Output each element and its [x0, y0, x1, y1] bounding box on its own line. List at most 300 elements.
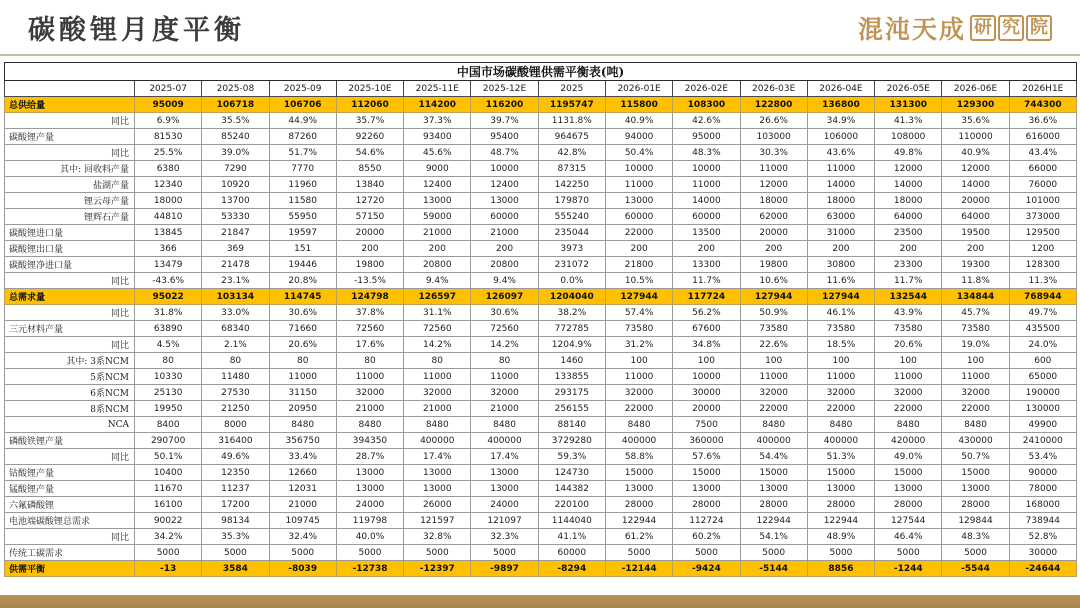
value-cell: 293175 [538, 385, 605, 401]
value-cell: 13000 [404, 481, 471, 497]
value-cell: 5000 [336, 545, 403, 561]
value-cell: 8000 [202, 417, 269, 433]
value-cell: 8400 [135, 417, 202, 433]
table-container [4, 62, 1076, 577]
value-cell: 200 [471, 241, 538, 257]
table-row [5, 145, 1077, 161]
value-cell: 9.4% [471, 273, 538, 289]
value-cell: 22000 [875, 401, 942, 417]
value-cell: 11480 [202, 369, 269, 385]
value-cell: 40.9% [605, 113, 672, 129]
value-cell: 31.8% [135, 305, 202, 321]
value-cell: 76000 [1009, 177, 1076, 193]
logo-seal-char: 研 [970, 15, 996, 41]
value-cell: 179870 [538, 193, 605, 209]
value-cell: 39.0% [202, 145, 269, 161]
value-cell: 122944 [807, 513, 874, 529]
value-cell: 130000 [1009, 401, 1076, 417]
value-cell: 200 [336, 241, 403, 257]
value-cell: 49.7% [1009, 305, 1076, 321]
table-row [5, 353, 1077, 369]
value-cell: 39.7% [471, 113, 538, 129]
row-label: 其中: 3系NCM [5, 353, 135, 369]
value-cell: 34.2% [135, 529, 202, 545]
value-cell: 59000 [404, 209, 471, 225]
value-cell: 101000 [1009, 193, 1076, 209]
value-cell: 11.7% [673, 273, 740, 289]
value-cell: 30000 [673, 385, 740, 401]
value-cell: -13.5% [336, 273, 403, 289]
value-cell: 11.6% [807, 273, 874, 289]
logo-institute-text [970, 15, 1052, 41]
value-cell: 1204040 [538, 289, 605, 305]
value-cell: 72560 [404, 321, 471, 337]
value-cell: 78000 [1009, 481, 1076, 497]
value-cell: 131300 [875, 97, 942, 113]
row-label: 同比 [5, 273, 135, 289]
value-cell: 60000 [673, 209, 740, 225]
value-cell: 30.3% [740, 145, 807, 161]
value-cell: 110000 [942, 129, 1009, 145]
value-cell: 90022 [135, 513, 202, 529]
value-cell: 132544 [875, 289, 942, 305]
value-cell: 200 [605, 241, 672, 257]
value-cell: 9.4% [404, 273, 471, 289]
row-label: 总需求量 [5, 289, 135, 305]
value-cell: 121597 [404, 513, 471, 529]
value-cell: -12738 [336, 561, 403, 577]
value-cell: 11000 [673, 177, 740, 193]
value-cell: 5000 [673, 545, 740, 561]
value-cell: 32000 [605, 385, 672, 401]
value-cell: 0.0% [538, 273, 605, 289]
value-cell: 88140 [538, 417, 605, 433]
value-cell: 11.7% [875, 273, 942, 289]
value-cell: 134844 [942, 289, 1009, 305]
value-cell: 122800 [740, 97, 807, 113]
value-cell: 30.6% [471, 305, 538, 321]
value-cell: 11000 [471, 369, 538, 385]
value-cell: 32000 [875, 385, 942, 401]
value-cell: 12000 [942, 161, 1009, 177]
value-cell: -8039 [269, 561, 336, 577]
table-row [5, 225, 1077, 241]
value-cell: 11000 [740, 369, 807, 385]
value-cell: 80 [471, 353, 538, 369]
value-cell: 190000 [1009, 385, 1076, 401]
value-cell: 94000 [605, 129, 672, 145]
value-cell: 18.5% [807, 337, 874, 353]
value-cell: 11000 [942, 369, 1009, 385]
value-cell: 23.1% [202, 273, 269, 289]
value-cell: 8480 [269, 417, 336, 433]
column-header: 2025 [538, 81, 605, 97]
value-cell: 8480 [807, 417, 874, 433]
value-cell: 18000 [875, 193, 942, 209]
value-cell: 5000 [471, 545, 538, 561]
value-cell: 13000 [404, 193, 471, 209]
table-row [5, 177, 1077, 193]
value-cell: 21250 [202, 401, 269, 417]
column-header: 2025-11E [404, 81, 471, 97]
value-cell: 72560 [336, 321, 403, 337]
value-cell: 22000 [605, 225, 672, 241]
value-cell: 13000 [605, 193, 672, 209]
value-cell: 13000 [336, 481, 403, 497]
table-row [5, 561, 1077, 577]
value-cell: 100 [807, 353, 874, 369]
value-cell: -8294 [538, 561, 605, 577]
table-row [5, 337, 1077, 353]
value-cell: 369 [202, 241, 269, 257]
value-cell: 17.4% [471, 449, 538, 465]
value-cell: 23300 [875, 257, 942, 273]
table-row [5, 305, 1077, 321]
value-cell: 400000 [605, 433, 672, 449]
value-cell: 54.1% [740, 529, 807, 545]
value-cell: 25.5% [135, 145, 202, 161]
value-cell: 80 [202, 353, 269, 369]
value-cell: 73580 [942, 321, 1009, 337]
logo-seal-char: 院 [1026, 15, 1052, 41]
value-cell: 20.6% [269, 337, 336, 353]
value-cell: 103134 [202, 289, 269, 305]
value-cell: 127944 [605, 289, 672, 305]
value-cell: 400000 [807, 433, 874, 449]
value-cell: 106000 [807, 129, 874, 145]
value-cell: 46.1% [807, 305, 874, 321]
value-cell: 4.5% [135, 337, 202, 353]
value-cell: 43.4% [1009, 145, 1076, 161]
row-label: 同比 [5, 305, 135, 321]
value-cell: 10000 [471, 161, 538, 177]
value-cell: 106718 [202, 97, 269, 113]
value-cell: 15000 [673, 465, 740, 481]
value-cell: 13300 [673, 257, 740, 273]
value-cell: 92260 [336, 129, 403, 145]
value-cell: 20000 [942, 193, 1009, 209]
table-row [5, 241, 1077, 257]
value-cell: 400000 [404, 433, 471, 449]
row-label: 锂云母产量 [5, 193, 135, 209]
value-cell: 31.2% [605, 337, 672, 353]
row-label: 传统工碳需求 [5, 545, 135, 561]
row-label: 碳酸锂产量 [5, 129, 135, 145]
value-cell: 22000 [605, 401, 672, 417]
value-cell: 151 [269, 241, 336, 257]
value-cell: 13840 [336, 177, 403, 193]
value-cell: 48.9% [807, 529, 874, 545]
value-cell: 19800 [740, 257, 807, 273]
corner-cell [5, 81, 135, 97]
value-cell: 18000 [807, 193, 874, 209]
value-cell: 768944 [1009, 289, 1076, 305]
value-cell: 360000 [673, 433, 740, 449]
value-cell: 11000 [605, 177, 672, 193]
value-cell: 115800 [605, 97, 672, 113]
value-cell: 17.6% [336, 337, 403, 353]
value-cell: 2.1% [202, 337, 269, 353]
value-cell: 35.3% [202, 529, 269, 545]
value-cell: 56.2% [673, 305, 740, 321]
value-cell: 41.3% [875, 113, 942, 129]
row-label: 碳酸锂进口量 [5, 225, 135, 241]
value-cell: 68340 [202, 321, 269, 337]
value-cell: 53330 [202, 209, 269, 225]
row-label: 5系NCM [5, 369, 135, 385]
value-cell: 51.3% [807, 449, 874, 465]
value-cell: -13 [135, 561, 202, 577]
value-cell: 106706 [269, 97, 336, 113]
value-cell: 13000 [471, 465, 538, 481]
column-header: 2025-07 [135, 81, 202, 97]
value-cell: 13000 [404, 465, 471, 481]
value-cell: 54.6% [336, 145, 403, 161]
value-cell: 11.8% [942, 273, 1009, 289]
value-cell: 22000 [740, 401, 807, 417]
value-cell: 28000 [942, 497, 1009, 513]
value-cell: -1244 [875, 561, 942, 577]
value-cell: 12031 [269, 481, 336, 497]
column-header: 2025-09 [269, 81, 336, 97]
value-cell: 200 [673, 241, 740, 257]
value-cell: 200 [875, 241, 942, 257]
value-cell: 600 [1009, 353, 1076, 369]
value-cell: 40.9% [942, 145, 1009, 161]
value-cell: 5000 [605, 545, 672, 561]
value-cell: 3729280 [538, 433, 605, 449]
value-cell: 87315 [538, 161, 605, 177]
value-cell: 435500 [1009, 321, 1076, 337]
value-cell: -5144 [740, 561, 807, 577]
table-row [5, 513, 1077, 529]
value-cell: 36.6% [1009, 113, 1076, 129]
value-cell: 19446 [269, 257, 336, 273]
value-cell: 49.6% [202, 449, 269, 465]
value-cell: 95009 [135, 97, 202, 113]
value-cell: 32000 [740, 385, 807, 401]
value-cell: 40.0% [336, 529, 403, 545]
value-cell: 100 [673, 353, 740, 369]
row-label: 8系NCM [5, 401, 135, 417]
value-cell: 34.9% [807, 113, 874, 129]
value-cell: 373000 [1009, 209, 1076, 225]
value-cell: 13000 [807, 481, 874, 497]
value-cell: 13000 [471, 193, 538, 209]
value-cell: 13000 [336, 465, 403, 481]
value-cell: 122944 [605, 513, 672, 529]
value-cell: 38.2% [538, 305, 605, 321]
value-cell: 117724 [673, 289, 740, 305]
value-cell: 772785 [538, 321, 605, 337]
value-cell: 9000 [404, 161, 471, 177]
value-cell: 356750 [269, 433, 336, 449]
value-cell: 73580 [875, 321, 942, 337]
value-cell: 59.3% [538, 449, 605, 465]
value-cell: 33.4% [269, 449, 336, 465]
value-cell: 28000 [605, 497, 672, 513]
value-cell: 129300 [942, 97, 1009, 113]
value-cell: 98134 [202, 513, 269, 529]
column-header: 2025-08 [202, 81, 269, 97]
value-cell: 20000 [673, 401, 740, 417]
value-cell: 12000 [875, 161, 942, 177]
row-label: 6系NCM [5, 385, 135, 401]
value-cell: 8480 [740, 417, 807, 433]
value-cell: 13000 [740, 481, 807, 497]
value-cell: 11000 [740, 161, 807, 177]
value-cell: 64000 [875, 209, 942, 225]
value-cell: 57150 [336, 209, 403, 225]
row-label: NCA [5, 417, 135, 433]
value-cell: 1131.8% [538, 113, 605, 129]
value-cell: 14000 [673, 193, 740, 209]
value-cell: 31150 [269, 385, 336, 401]
value-cell: 32000 [942, 385, 1009, 401]
value-cell: 26000 [404, 497, 471, 513]
column-header-row [5, 81, 1077, 97]
value-cell: 5000 [875, 545, 942, 561]
value-cell: 20000 [740, 225, 807, 241]
value-cell: 60000 [471, 209, 538, 225]
value-cell: 2410000 [1009, 433, 1076, 449]
value-cell: 21000 [336, 401, 403, 417]
row-label: 电池端碳酸锂总需求 [5, 513, 135, 529]
value-cell: 19300 [942, 257, 1009, 273]
value-cell: 1195747 [538, 97, 605, 113]
value-cell: 32000 [404, 385, 471, 401]
value-cell: 87260 [269, 129, 336, 145]
value-cell: 128300 [1009, 257, 1076, 273]
value-cell: 6.9% [135, 113, 202, 129]
value-cell: 20.6% [875, 337, 942, 353]
value-cell: 30800 [807, 257, 874, 273]
value-cell: 21000 [269, 497, 336, 513]
value-cell: -9424 [673, 561, 740, 577]
value-cell: 1200 [1009, 241, 1076, 257]
value-cell: 1144040 [538, 513, 605, 529]
value-cell: 50.9% [740, 305, 807, 321]
value-cell: 119798 [336, 513, 403, 529]
value-cell: 73580 [740, 321, 807, 337]
table-title-row [5, 63, 1077, 81]
value-cell: 71660 [269, 321, 336, 337]
value-cell: 400000 [740, 433, 807, 449]
value-cell: 27530 [202, 385, 269, 401]
value-cell: 136800 [807, 97, 874, 113]
value-cell: 10.5% [605, 273, 672, 289]
row-label: 六氟磷酸锂 [5, 497, 135, 513]
value-cell: 744300 [1009, 97, 1076, 113]
value-cell: 21847 [202, 225, 269, 241]
value-cell: 45.6% [404, 145, 471, 161]
value-cell: 5000 [942, 545, 1009, 561]
value-cell: 420000 [875, 433, 942, 449]
table-row [5, 273, 1077, 289]
value-cell: 112060 [336, 97, 403, 113]
value-cell: 100 [605, 353, 672, 369]
value-cell: 555240 [538, 209, 605, 225]
value-cell: 11000 [807, 369, 874, 385]
value-cell: 48.7% [471, 145, 538, 161]
value-cell: 18000 [740, 193, 807, 209]
value-cell: 5000 [404, 545, 471, 561]
value-cell: 122944 [740, 513, 807, 529]
row-label: 同比 [5, 529, 135, 545]
value-cell: 20.8% [269, 273, 336, 289]
value-cell: 430000 [942, 433, 1009, 449]
value-cell: 15000 [740, 465, 807, 481]
value-cell: 95022 [135, 289, 202, 305]
value-cell: 63000 [807, 209, 874, 225]
value-cell: 200 [740, 241, 807, 257]
value-cell: 73580 [605, 321, 672, 337]
value-cell: 64000 [942, 209, 1009, 225]
value-cell: 28000 [875, 497, 942, 513]
column-header: 2026-02E [673, 81, 740, 97]
value-cell: 13700 [202, 193, 269, 209]
value-cell: 42.6% [673, 113, 740, 129]
row-label: 同比 [5, 145, 135, 161]
value-cell: 100 [740, 353, 807, 369]
table-row [5, 193, 1077, 209]
value-cell: 37.3% [404, 113, 471, 129]
value-cell: 14000 [942, 177, 1009, 193]
row-label: 供需平衡 [5, 561, 135, 577]
value-cell: 49.8% [875, 145, 942, 161]
column-header: 2025-10E [336, 81, 403, 97]
value-cell: 3973 [538, 241, 605, 257]
value-cell: 5000 [269, 545, 336, 561]
value-cell: -12397 [404, 561, 471, 577]
column-header: 2026H1E [1009, 81, 1076, 97]
value-cell: 90000 [1009, 465, 1076, 481]
value-cell: 31000 [807, 225, 874, 241]
value-cell: 15000 [875, 465, 942, 481]
value-cell: 121097 [471, 513, 538, 529]
value-cell: 13000 [875, 481, 942, 497]
value-cell: 10.6% [740, 273, 807, 289]
value-cell: 11960 [269, 177, 336, 193]
value-cell: 13000 [471, 481, 538, 497]
value-cell: 12660 [269, 465, 336, 481]
value-cell: 11580 [269, 193, 336, 209]
row-label: 碳酸锂净进口量 [5, 257, 135, 273]
value-cell: 7290 [202, 161, 269, 177]
value-cell: 235044 [538, 225, 605, 241]
value-cell: 50.7% [942, 449, 1009, 465]
value-cell: 21478 [202, 257, 269, 273]
value-cell: 50.1% [135, 449, 202, 465]
value-cell: -9897 [471, 561, 538, 577]
value-cell: 66000 [1009, 161, 1076, 177]
value-cell: 21000 [404, 401, 471, 417]
value-cell: 11670 [135, 481, 202, 497]
value-cell: 28000 [740, 497, 807, 513]
value-cell: 200 [404, 241, 471, 257]
value-cell: 5000 [202, 545, 269, 561]
value-cell: 60000 [605, 209, 672, 225]
value-cell: 28.7% [336, 449, 403, 465]
value-cell: 22.6% [740, 337, 807, 353]
value-cell: 60.2% [673, 529, 740, 545]
value-cell: 15000 [605, 465, 672, 481]
value-cell: 48.3% [673, 145, 740, 161]
value-cell: 5000 [807, 545, 874, 561]
value-cell: 31.1% [404, 305, 471, 321]
value-cell: -43.6% [135, 273, 202, 289]
value-cell: 127944 [807, 289, 874, 305]
